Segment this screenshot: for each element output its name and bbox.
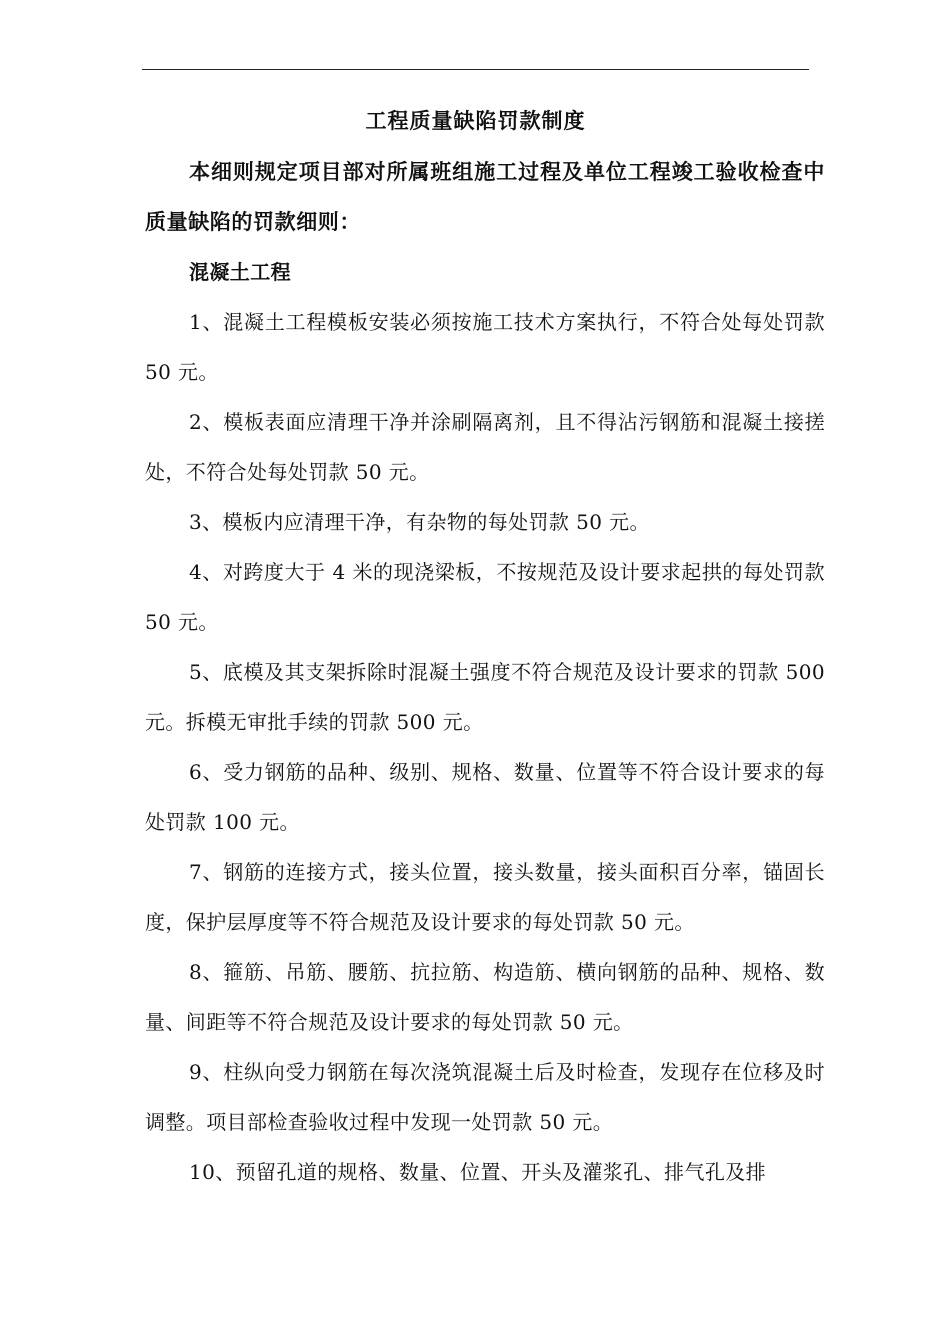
rule-item-7: 7、钢筋的连接方式，接头位置，接头数量，接头面积百分率，锚固长度，保护层厚度等不符合规范及设计要求的每处罚款 50 元。 <box>145 860 825 934</box>
rule-item-9: 9、柱纵向受力钢筋在每次浇筑混凝土后及时检查，发现存在位移及时调整。项目部检查验收过程中发现一处罚款 50 元。 <box>145 1060 825 1134</box>
intro-paragraph: 本细则规定项目部对所属班组施工过程及单位工程竣工验收检查中质量缺陷的罚款细则： <box>145 159 825 234</box>
document-body <box>145 147 825 1197</box>
rule-item-6: 6、受力钢筋的品种、级别、规格、数量、位置等不符合设计要求的每处罚款 100 元。 <box>145 760 825 834</box>
header-rule <box>142 69 809 70</box>
section-heading: 混凝土工程 <box>189 260 291 284</box>
rule-item-1: 1、混凝土工程模板安装必须按施工技术方案执行，不符合处每处罚款 50 元。 <box>145 310 825 384</box>
rule-item-10: 10、预留孔道的规格、数量、位置、开头及灌浆孔、排气孔及排 <box>189 1160 767 1184</box>
rule-item-5: 5、底模及其支架拆除时混凝土强度不符合规范及设计要求的罚款 500 元。拆模无审批手续的罚款 500 元。 <box>145 660 825 734</box>
rule-item-8: 8、箍筋、吊筋、腰筋、抗拉筋、构造筋、横向钢筋的品种、规格、数量、间距等不符合规范及设计要求的每处罚款 50 元。 <box>145 960 825 1034</box>
rule-item-2: 2、模板表面应清理干净并涂刷隔离剂，且不得沾污钢筋和混凝土接搓处，不符合处每处罚款 50 元。 <box>145 410 825 484</box>
document-title: 工程质量缺陷罚款制度 <box>365 108 586 133</box>
rule-item-3: 3、模板内应清理干净，有杂物的每处罚款 50 元。 <box>189 510 650 534</box>
rule-item-4: 4、对跨度大于 4 米的现浇梁板，不按规范及设计要求起拱的每处罚款 50 元。 <box>145 560 825 634</box>
